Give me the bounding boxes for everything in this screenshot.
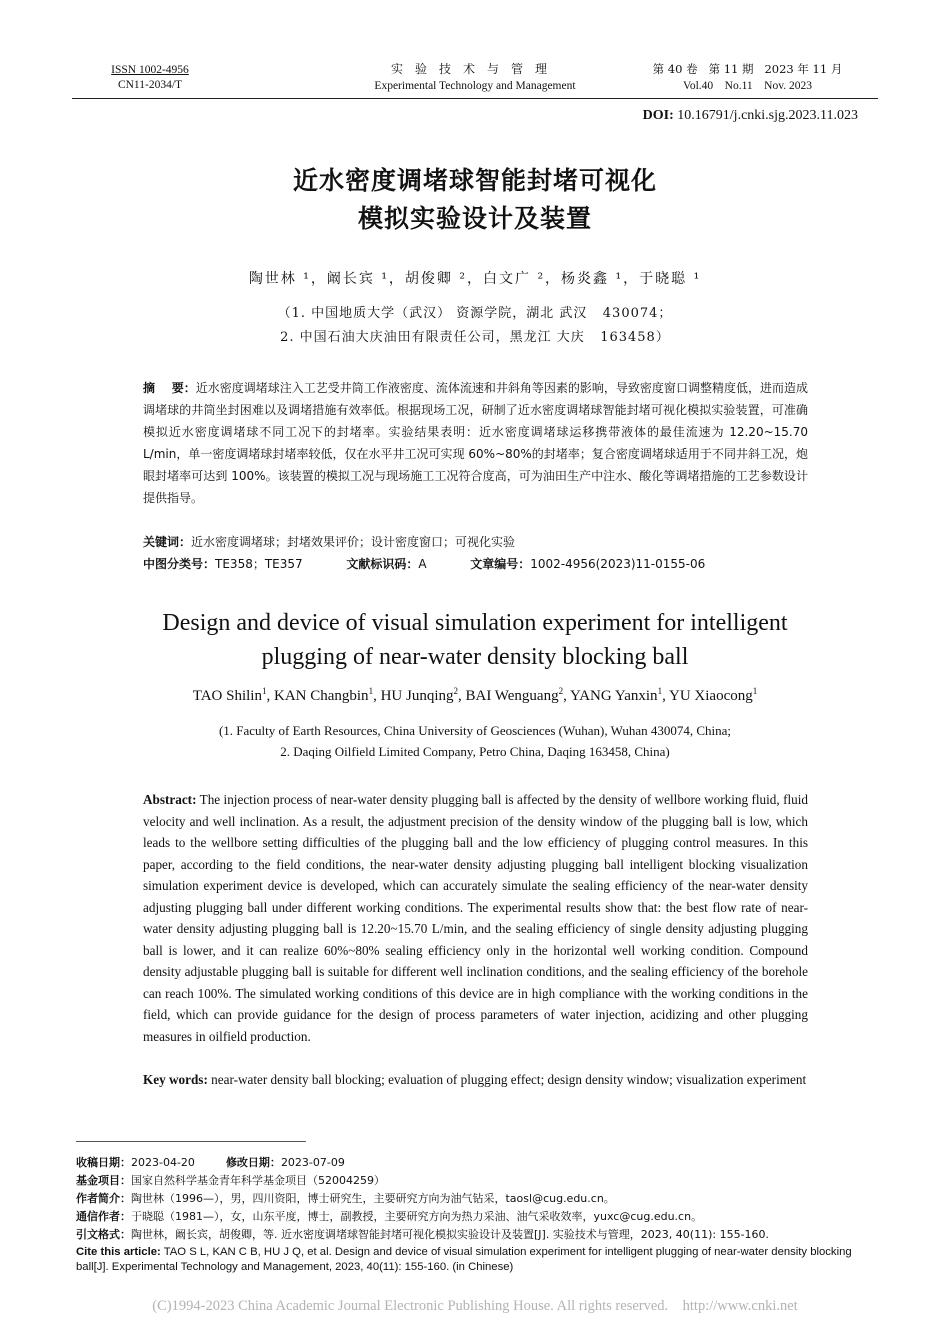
affiliation-en-2: 2. Daqing Oilfield Limited Company, Petro China, Daqing 163458, China) xyxy=(280,744,670,759)
abstract-cn-label: 摘 要： xyxy=(143,381,196,395)
title-en-line-1: Design and device of visual simulation experiment for intelligent xyxy=(162,610,788,636)
cite-en-label: Cite this article: xyxy=(76,1246,161,1258)
keywords-cn-label: 关键词： xyxy=(143,535,192,549)
paper-title-cn xyxy=(0,162,950,238)
footnote-cite-en xyxy=(76,1245,878,1275)
issue-info-cn: 第 40 卷 第 11 期 2023 年 11 月 xyxy=(652,62,843,76)
title-en-line-2: plugging of near-water density blocking ball xyxy=(261,644,689,670)
journal-identifiers xyxy=(95,63,205,93)
abstract-en-text: The injection process of near-water density plugging ball is affected by the density of wellbore working fluid, fluid velocity and well inclination. As a result, the adjustment precision of the density window of the plugging ball is low, which leads to the wellbore setting difficulties of the plugging ball and the low efficiency of plugging control measures. In this paper, according to the field conditions, the near-water density adjusting plugging ball intelligent blocking visualization simulation experiment device is developed, which can accurately simulate the sealing efficiency of the near-water density adjusting plugging ball under different working conditions. The experimental results show that: the best flow rate of near-water density adjusting plugging ball is 12.20~15.70 L/min, and the sealing efficiency of single density adjusting plugging ball is lower, and it can realize 60%~80% sealing efficiency only in the horizontal well working condition. Compound density adjustable plugging ball is suitable for different well inclination conditions, and the sealing efficiency of the borehole can reach 100%. The simulated working conditions of this device are in high compliance with the working conditions in the field, which can provide guidance for the design of process parameters of water injection, acidizing and other plugging measures in oilfield production. xyxy=(143,792,809,1044)
cite-en-text: TAO S L, KAN C B, HU J Q, et al. Design and device of visual simulation experiment for intelligent plugging of near-water density blocking ball[J]. Experimental Technology and Management, 2023, 40(11): 155-160. (in Chinese) xyxy=(76,1246,852,1273)
abstract-cn xyxy=(143,377,808,509)
footnote-dates xyxy=(76,1154,878,1171)
doi-label: DOI: xyxy=(642,108,674,123)
authors-cn: 陶世林 ¹，阚长宾 ¹，胡俊卿 ²，白文广 ²，杨炎鑫 ¹，于晓聪 ¹ xyxy=(248,271,702,287)
copyright-notice: (C)1994-2023 China Academic Journal Electronic Publishing House. All rights reserved. http://www.cnki.net xyxy=(152,1298,798,1314)
paper-title-en xyxy=(0,606,950,674)
doc-code-value: A xyxy=(418,557,427,571)
footnote-author xyxy=(76,1190,878,1207)
author-en: BAI Wenguang$^2$, xyxy=(465,686,571,704)
revised-label: 修改日期： xyxy=(225,1156,281,1169)
cite-cn-text: 陶世林，阚长宾，胡俊卿，等. 近水密度调堵球智能封堵可视化模拟实验设计及装置[J]. 实验技术与管理，2023, 40(11): 155-160. xyxy=(131,1228,770,1241)
journal-name-en: Experimental Technology and Management xyxy=(374,80,576,92)
fund-label: 基金项目： xyxy=(76,1174,131,1187)
title-cn-line-2: 模拟实验设计及装置 xyxy=(357,204,592,233)
revised-date: 2023-07-09 xyxy=(280,1156,345,1169)
footnote-fund xyxy=(76,1172,878,1189)
clc-value: TE358；TE357 xyxy=(215,557,303,571)
author-en: HU Junqing$^2$, xyxy=(380,686,466,704)
issue-info xyxy=(640,61,855,94)
journal-name xyxy=(330,61,620,94)
article-number-value: 1002-4956(2023)11-0155-06 xyxy=(530,557,706,571)
abstract-en-label: Abstract: xyxy=(143,792,197,807)
corresponding-label: 通信作者： xyxy=(76,1210,131,1223)
journal-name-cn: 实验技术与管理 xyxy=(390,62,559,76)
corresponding-text: 于晓聪（1981—），女，山东平度，博士，副教授，主要研究方向为热力采油、油气采收效率，yuxc@cug.edu.cn。 xyxy=(131,1210,703,1223)
affiliation-cn-1: （1. 中国地质大学（武汉） 资源学院，湖北 武汉 430074； xyxy=(277,306,673,321)
author-en: TAO Shilin$^1$, xyxy=(192,686,274,704)
footnote-corresponding xyxy=(76,1208,878,1225)
doi[interactable] xyxy=(643,108,858,124)
keywords-en-label: Key words: xyxy=(143,1072,208,1087)
keywords-cn xyxy=(143,531,808,553)
affiliations-cn xyxy=(0,302,950,350)
affiliation-cn-2: 2. 中国石油大庆油田有限责任公司，黑龙江 大庆 163458） xyxy=(280,330,670,345)
doi-value[interactable]: 10.16791/j.cnki.sjg.2023.11.023 xyxy=(677,108,858,123)
received-date: 2023-04-20 xyxy=(131,1156,195,1169)
affiliations-en xyxy=(0,720,950,762)
author-en: YANG Yanxin$^1$, xyxy=(570,686,670,704)
keywords-cn-text: 近水密度调堵球；封堵效果评价；设计密度窗口；可视化实验 xyxy=(191,535,516,549)
author-en: YU Xiaocong$^1$ xyxy=(669,686,758,704)
author-bio-label: 作者简介： xyxy=(76,1192,131,1205)
keywords-en-text: near-water density ball blocking; evaluation of plugging effect; design density window; visualization experiment xyxy=(211,1072,807,1087)
footnote-cite-cn xyxy=(76,1226,878,1243)
affiliation-en-1: (1. Faculty of Earth Resources, China University of Geosciences (Wuhan), Wuhan 430074, China; xyxy=(218,723,732,738)
header-divider xyxy=(72,98,878,99)
clc-label: 中图分类号： xyxy=(143,557,216,571)
abstract-cn-text: 近水密度调堵球注入工艺受井筒工作液密度、流体流速和井斜角等因素的影响，导致密度窗口调整精度低，进而造成调堵球的井筒坐封困难以及调堵措施有效率低。根据现场工况，研制了近水密度调堵球智能封堵可视化模拟实验装置，可准确模拟近水密度调堵球不同工况下的封堵率。实验结果表明：近水密度调堵球运移携带液体的最佳流速为 12.20~15.70 L/min，单一密度调堵球封堵率较低，仅在水平井工况可实现 60%~80%的封堵率；复合密度调堵球适用于不同井斜工况，炮眼封堵率可达到 100%。该装置的模拟工况与现场施工工况符合度高，可为油田生产中注水、酸化等调堵措施的工艺参数设计提供指导。 xyxy=(143,381,808,505)
article-number-label: 文章编号： xyxy=(470,557,531,571)
title-cn-line-1: 近水密度调堵球智能封堵可视化 xyxy=(292,166,657,195)
doc-code-label: 文献标识码： xyxy=(346,557,419,571)
abstract-en xyxy=(143,789,808,1047)
cite-cn-label: 引文格式： xyxy=(76,1228,131,1241)
footnote-divider xyxy=(76,1141,306,1142)
received-label: 收稿日期： xyxy=(76,1156,131,1169)
author-bio-text: 陶世林（1996—），男，四川资阳，博士研究生，主要研究方向为油气钻采，taosl@cug.edu.cn。 xyxy=(131,1192,615,1205)
cn-number: CN11-2034/T xyxy=(117,79,183,91)
author-en: KAN Changbin$^1$, xyxy=(273,686,381,704)
fund-text: 国家自然科学基金青年科学基金项目（52004259） xyxy=(131,1174,385,1187)
authors-en xyxy=(0,686,950,705)
classification-cn xyxy=(143,553,808,575)
issue-info-en: Vol.40 No.11 Nov. 2023 xyxy=(683,80,812,92)
issn: ISSN 1002-4956 xyxy=(111,64,189,76)
keywords-en xyxy=(143,1069,808,1091)
